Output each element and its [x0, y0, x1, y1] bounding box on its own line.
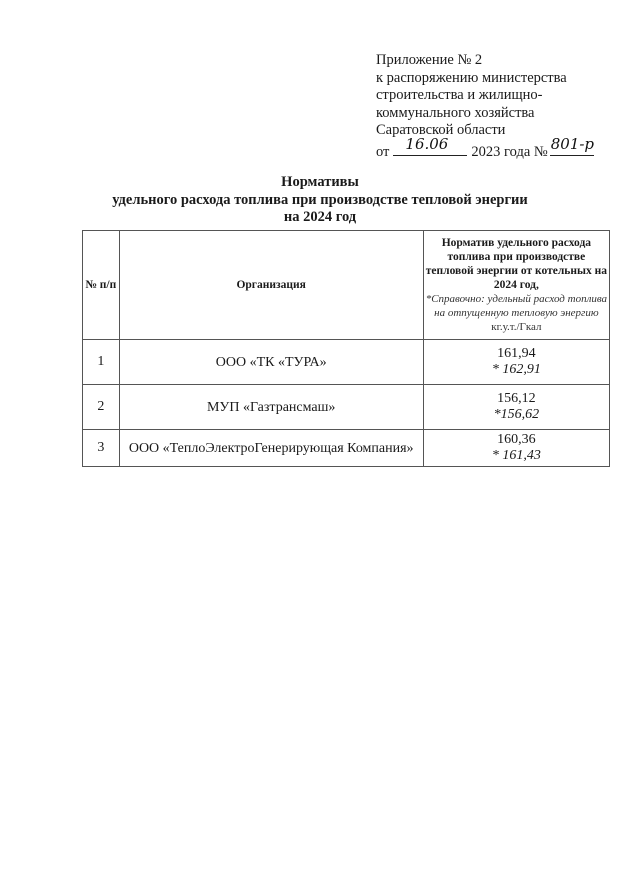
header-organization: Организация	[119, 231, 423, 340]
norms-table	[82, 230, 610, 467]
row-norm-value: 160,36	[497, 432, 536, 447]
row-norm-cell	[423, 385, 609, 430]
year-text: 2023 года №	[471, 143, 548, 160]
header-norm	[423, 231, 609, 340]
row-reference-value: * 162,91	[491, 362, 541, 377]
appendix-line: к распоряжению министерства	[376, 69, 567, 86]
appendix-line: строительства и жилищно-	[376, 87, 543, 103]
table-row	[83, 385, 610, 430]
header-norm-unit: кг.у.т./Гкал	[491, 321, 542, 333]
order-number-field	[550, 134, 595, 156]
table-header-row	[83, 231, 610, 340]
appendix-line: коммунального хозяйства	[376, 104, 535, 121]
header-norm-note-text: *Справочно: удельный расход топлива на отпущенную тепловую энергию	[425, 293, 608, 319]
row-reference-value: * 161,43	[491, 448, 541, 463]
appendix-line: Саратовской области	[376, 122, 506, 138]
row-number: 1	[83, 340, 120, 385]
handwritten-date: 16.06	[405, 134, 449, 153]
row-norm-cell	[423, 340, 609, 385]
row-norm-value: 156,12	[497, 391, 536, 406]
row-organization: ООО «ТеплоЭлектроГенерирующая Компания»	[119, 430, 423, 467]
table-row	[83, 340, 610, 385]
table-row	[83, 430, 610, 467]
appendix-line: Приложение № 2	[376, 52, 483, 68]
row-organization: ООО «ТК «ТУРА»	[119, 340, 423, 385]
handwritten-order-number: 801-р	[550, 134, 595, 153]
row-norm-cell	[423, 430, 609, 467]
document-title	[0, 174, 640, 227]
row-norm-value: 161,94	[497, 346, 536, 361]
title-line: на 2024 год	[283, 209, 357, 225]
title-line: удельного расхода топлива при производстве тепловой энергии	[112, 191, 528, 208]
row-reference-value: *156,62	[493, 407, 540, 422]
appendix-header	[376, 52, 626, 161]
title-line: Нормативы	[281, 174, 359, 190]
date-field	[393, 134, 467, 156]
row-number: 2	[83, 385, 120, 430]
header-norm-note	[424, 292, 609, 334]
date-prefix: от	[376, 143, 390, 160]
header-norm-title: Норматив удельного расхода топлива при производстве тепловой энергии от котельных на 2024 год,	[425, 237, 607, 291]
order-date-line	[376, 134, 626, 162]
header-num: № п/п	[83, 231, 120, 340]
row-organization: МУП «Газтрансмаш»	[119, 385, 423, 430]
row-number: 3	[83, 430, 120, 467]
